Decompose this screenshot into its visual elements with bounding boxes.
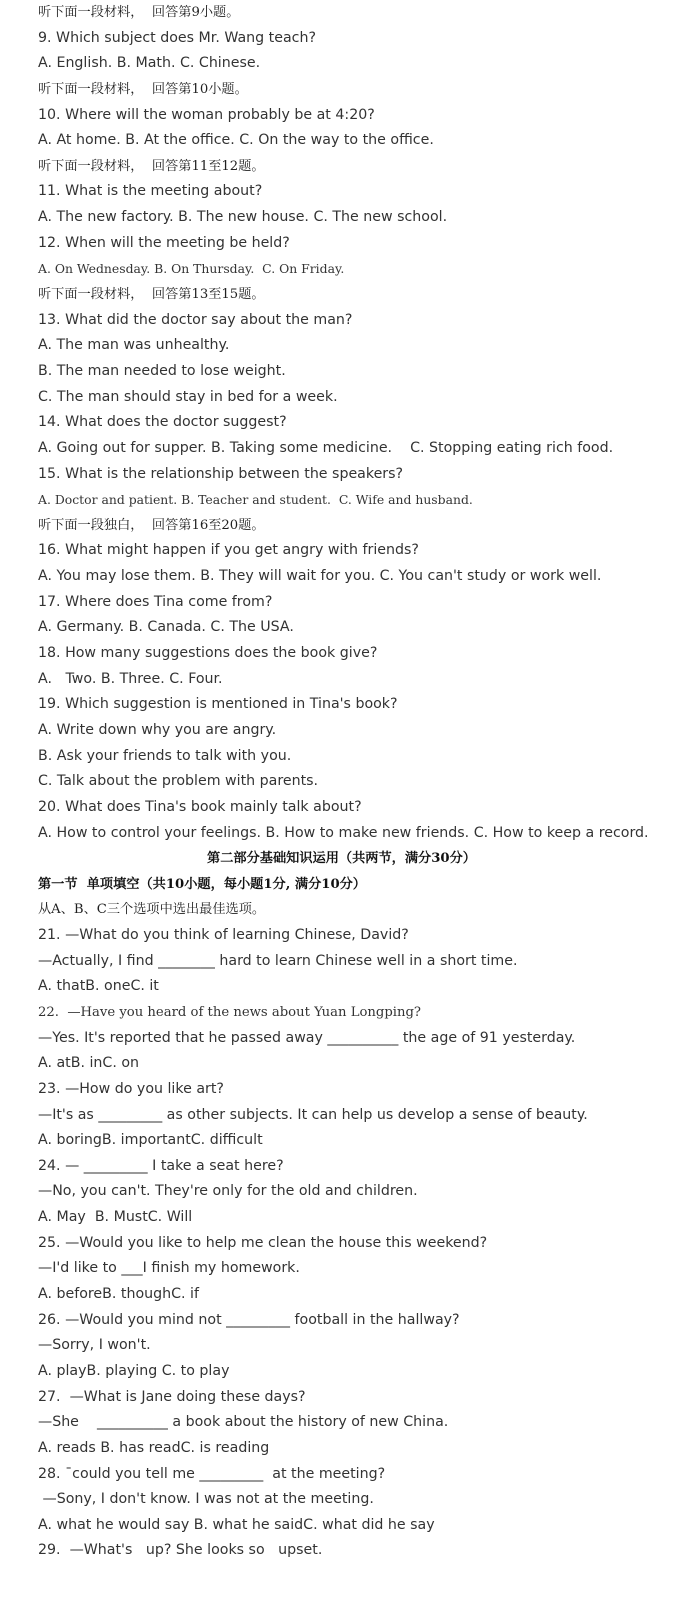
text-line: 29. —What's up? She looks so upset. [38, 1542, 323, 1559]
text-line: A. The new factory. B. The new house. C. The new school. [38, 209, 448, 226]
text-line: 21. —What do you think of learning Chinese, David? [38, 927, 409, 944]
text-line: —Actually, I find ________ hard to learn Chinese well in a short time. [38, 952, 518, 969]
text-line: 12. When will the meeting be held? [38, 234, 290, 251]
text-line: —Sony, I don't know. I was not at the meeting. [38, 1491, 374, 1508]
text-line: 26. —Would you mind not _________ football in the hallway? [38, 1311, 460, 1328]
text-line: 17. Where does Tina come from? [38, 593, 273, 610]
text-line: B. Ask your friends to talk with you. [38, 747, 292, 764]
text-line: A. boringB. importantC. difficult [38, 1132, 263, 1149]
text-line: B. The man needed to lose weight. [38, 362, 286, 379]
text-line: 第一节 单项填空（共10小题，每小题1分, 满分10分） [38, 876, 366, 892]
text-line: 听下面一段材料， 回答第13至15题。 [38, 287, 265, 303]
text-line: 听下面一段独白， 回答第16至20题。 [38, 517, 265, 533]
text-line: A. Germany. B. Canada. C. The USA. [38, 619, 294, 636]
text-line: A. beforeB. thoughC. if [38, 1286, 199, 1303]
text-line: 19. Which suggestion is mentioned in Tina's book? [38, 696, 398, 713]
text-line: 14. What does the doctor suggest? [38, 414, 287, 431]
text-line: A. English. B. Math. C. Chinese. [38, 55, 261, 72]
text-line: 11. What is the meeting about? [38, 183, 263, 200]
text-line: C. The man should stay in bed for a week. [38, 388, 338, 405]
text-line: A. Going out for supper. B. Taking some medicine. C. Stopping eating rich food. [38, 439, 614, 456]
text-line: 听下面一段材料， 回答第11至12题。 [38, 158, 265, 174]
text-line: A. May B. MustC. Will [38, 1209, 193, 1226]
text-line: A. The man was unhealthy. [38, 337, 230, 354]
text-line: 9. Which subject does Mr. Wang teach? [38, 29, 316, 46]
text-line: —I'd like to ___I finish my homework. [38, 1260, 300, 1277]
text-line: 16. What might happen if you get angry with friends? [38, 542, 419, 559]
text-line: 22. —Have you heard of the news about Yuan Longping? [38, 1004, 421, 1020]
text-line: —It's as _________ as other subjects. It can help us develop a sense of beauty. [38, 1106, 588, 1123]
text-line: 10. Where will the woman probably be at 4:20? [38, 106, 375, 123]
text-line: —Sorry, I won't. [38, 1337, 151, 1354]
text-line: 15. What is the relationship between the speakers? [38, 465, 404, 482]
text-line: A. what he would say B. what he saidC. what did he say [38, 1516, 435, 1533]
text-line: A. playB. playing C. to play [38, 1362, 230, 1379]
text-line: —She __________ a book about the history of new China. [38, 1414, 449, 1431]
text-line: C. Talk about the problem with parents. [38, 773, 319, 790]
text-line: —No, you can't. They're only for the old and children. [38, 1183, 418, 1200]
text-line: A. Two. B. Three. C. Four. [38, 670, 223, 687]
text-line: 从A、B、C三个选项中选出最佳选项。 [38, 902, 266, 918]
text-line: A. reads B. has readC. is reading [38, 1439, 270, 1456]
text-line: A. thatB. oneC. it [38, 978, 159, 995]
text-line: 18. How many suggestions does the book give? [38, 645, 378, 662]
text-line: 听下面一段材料， 回答第10小题。 [38, 81, 248, 97]
text-line: 听下面一段材料， 回答第9小题。 [38, 5, 240, 20]
text-line: A. At home. B. At the office. C. On the way to the office. [38, 132, 434, 149]
text-line: 20. What does Tina's book mainly talk about? [38, 798, 362, 815]
text-line: A. On Wednesday. B. On Thursday. C. On Friday. [38, 261, 345, 277]
text-line: 24. — _________ I take a seat here? [38, 1157, 284, 1174]
text-line: A. You may lose them. B. They will wait for you. C. You can't study or work well. [38, 568, 602, 585]
text-line: A. Write down why you are angry. [38, 721, 277, 738]
text-line: 28. ¯could you tell me _________ at the meeting? [38, 1465, 386, 1482]
text-line: 13. What did the doctor say about the man? [38, 311, 353, 328]
text-line: A. How to control your feelings. B. How to make new friends. C. How to keep a record. [38, 824, 649, 841]
text-line: 27. —What is Jane doing these days? [38, 1388, 306, 1405]
text-line: A. Doctor and patient. B. Teacher and student. C. Wife and husband. [38, 492, 473, 508]
text-line: 23. —How do you like art? [38, 1080, 224, 1097]
text-line: —Yes. It's reported that he passed away __________ the age of 91 yesterday. [38, 1029, 576, 1046]
text-line: 25. —Would you like to help me clean the house this weekend? [38, 1234, 488, 1251]
text-line: A. atB. inC. on [38, 1055, 140, 1072]
text-line: 第二部分基础知识运用（共两节，满分30分） [207, 851, 476, 867]
